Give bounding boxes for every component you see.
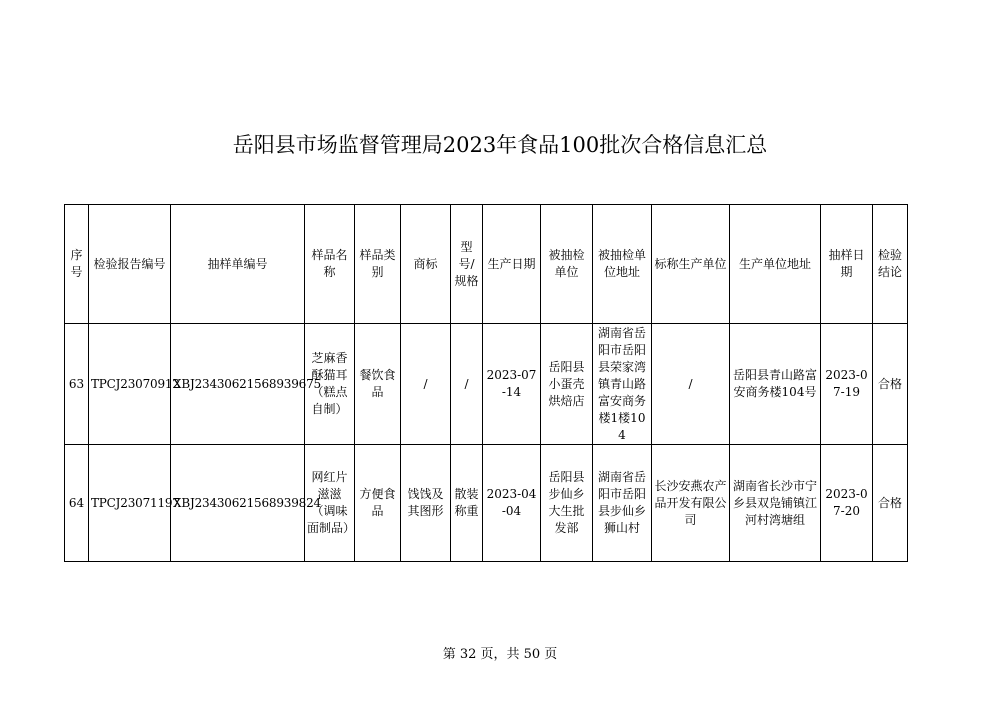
header-cell: 生产日期 bbox=[483, 205, 541, 324]
table-cell: TPCJ23070912 bbox=[89, 324, 171, 445]
table-cell: 2023-07-14 bbox=[483, 324, 541, 445]
header-cell: 抽样单编号 bbox=[171, 205, 305, 324]
table-cell: 湖南省岳阳市岳阳县步仙乡狮山村 bbox=[593, 445, 652, 562]
header-cell: 标称生产单位 bbox=[652, 205, 730, 324]
header-cell: 商标 bbox=[401, 205, 451, 324]
table-cell: 岳阳县青山路富安商务楼104号 bbox=[730, 324, 821, 445]
inspection-table bbox=[64, 204, 908, 562]
table-cell: 岳阳县小蛋壳烘焙店 bbox=[541, 324, 593, 445]
header-cell: 被抽检单位地址 bbox=[593, 205, 652, 324]
table-cell: 岳阳县步仙乡大生批发部 bbox=[541, 445, 593, 562]
table-cell: 64 bbox=[65, 445, 89, 562]
table-cell: 网红片滋滋（调味面制品） bbox=[305, 445, 355, 562]
table-cell: 湖南省岳阳市岳阳县荣家湾镇青山路富安商务楼1楼104 bbox=[593, 324, 652, 445]
document-title: 岳阳县市场监督管理局2023年食品100批次合格信息汇总 bbox=[232, 133, 768, 157]
table-cell: 2023-04-04 bbox=[483, 445, 541, 562]
table-cell: / bbox=[451, 324, 483, 445]
table-cell: / bbox=[401, 324, 451, 445]
table-cell: 合格 bbox=[873, 324, 908, 445]
header-cell: 型号/规格 bbox=[451, 205, 483, 324]
table-cell: 餐饮食品 bbox=[355, 324, 401, 445]
table-cell: 63 bbox=[65, 324, 89, 445]
table-cell: XBJ23430621568939675 bbox=[171, 324, 305, 445]
table-cell: 2023-07-19 bbox=[821, 324, 873, 445]
table-cell: / bbox=[652, 324, 730, 445]
table-cell: 饯饯及其图形 bbox=[401, 445, 451, 562]
table-cell: 2023-07-20 bbox=[821, 445, 873, 562]
table-cell: 散装称重 bbox=[451, 445, 483, 562]
table-cell: XBJ23430621568939824 bbox=[171, 445, 305, 562]
header-cell: 检验结论 bbox=[873, 205, 908, 324]
header-cell: 抽样日期 bbox=[821, 205, 873, 324]
table-cell: TPCJ23071197 bbox=[89, 445, 171, 562]
header-cell: 被抽检单位 bbox=[541, 205, 593, 324]
header-cell: 样品类别 bbox=[355, 205, 401, 324]
table-cell: 方便食品 bbox=[355, 445, 401, 562]
header-cell: 样品名称 bbox=[305, 205, 355, 324]
table-cell: 湖南省长沙市宁乡县双凫铺镇江河村湾塘组 bbox=[730, 445, 821, 562]
header-cell: 检验报告编号 bbox=[89, 205, 171, 324]
table-row bbox=[65, 324, 908, 445]
table-row bbox=[65, 445, 908, 562]
page-number: 第 32 页，共 50 页 bbox=[442, 647, 558, 662]
table-cell: 芝麻香酥猫耳（糕点自制） bbox=[305, 324, 355, 445]
header-cell: 生产单位地址 bbox=[730, 205, 821, 324]
header-cell: 序号 bbox=[65, 205, 89, 324]
table-header-row bbox=[65, 205, 908, 324]
table-cell: 长沙安燕农产品开发有限公司 bbox=[652, 445, 730, 562]
table-cell: 合格 bbox=[873, 445, 908, 562]
